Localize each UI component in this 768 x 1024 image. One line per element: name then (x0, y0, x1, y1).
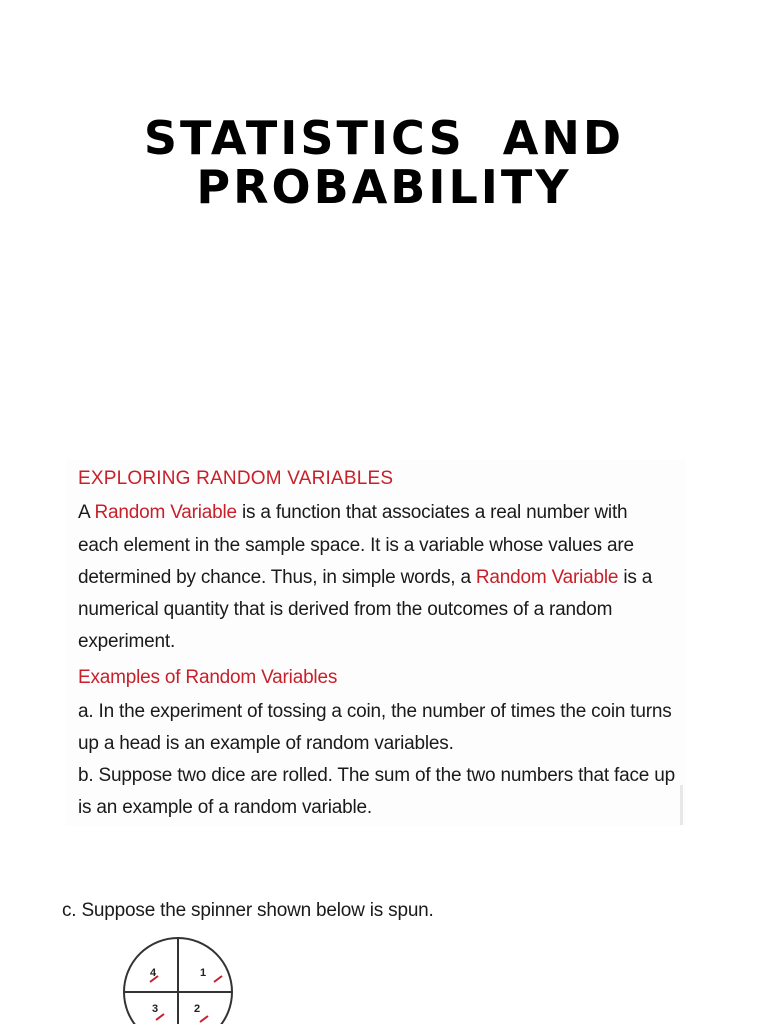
spinner-figure (120, 936, 240, 1024)
definition-line-1 (78, 502, 627, 524)
example-a-line-1: a. In the experiment of tossing a coin, the number of times the coin turns (78, 701, 672, 722)
example-a-line-2: up a head is an example of random variables. (78, 733, 454, 754)
spinner-tally-2 (200, 1016, 208, 1022)
definition-line-2: each element in the sample space. It is a variable whose values are (78, 535, 634, 556)
page-title (0, 111, 768, 214)
scan-edge-mark (680, 785, 683, 825)
random-variable-term-2: Random Variable (475, 567, 619, 588)
random-variable-term-1: Random Variable (94, 502, 237, 523)
spinner-label-2: 2 (194, 1003, 201, 1015)
title-line-2: PROBABILITY (196, 160, 572, 214)
examples-heading: Examples of Random Variables (78, 667, 338, 688)
definition-line-5: experiment. (78, 631, 176, 652)
example-b-line-2: is an example of a random variable. (78, 797, 372, 818)
definition-line-1-post: is a function that associates a real number with (236, 502, 628, 523)
title-line-1: STATISTICS AND (143, 111, 625, 165)
section-heading: EXPLORING RANDOM VARIABLES (78, 468, 394, 489)
spinner-label-3: 3 (152, 1003, 159, 1015)
definition-line-1-pre: A (78, 502, 95, 523)
spinner-label-1: 1 (200, 967, 207, 979)
definition-line-3 (78, 567, 652, 589)
spinner-tally-1 (214, 976, 222, 982)
example-c-text: c. Suppose the spinner shown below is spun. (62, 900, 434, 921)
spinner-label-4: 4 (150, 967, 157, 979)
example-b-line-1: b. Suppose two dice are rolled. The sum of the two numbers that face up (78, 765, 675, 786)
spinner-svg (120, 936, 240, 1024)
definition-line-3-post: is a (618, 567, 653, 588)
definition-line-3-pre: determined by chance. Thus, in simple words, a (78, 567, 476, 588)
definition-line-4: numerical quantity that is derived from the outcomes of a random (78, 599, 613, 620)
